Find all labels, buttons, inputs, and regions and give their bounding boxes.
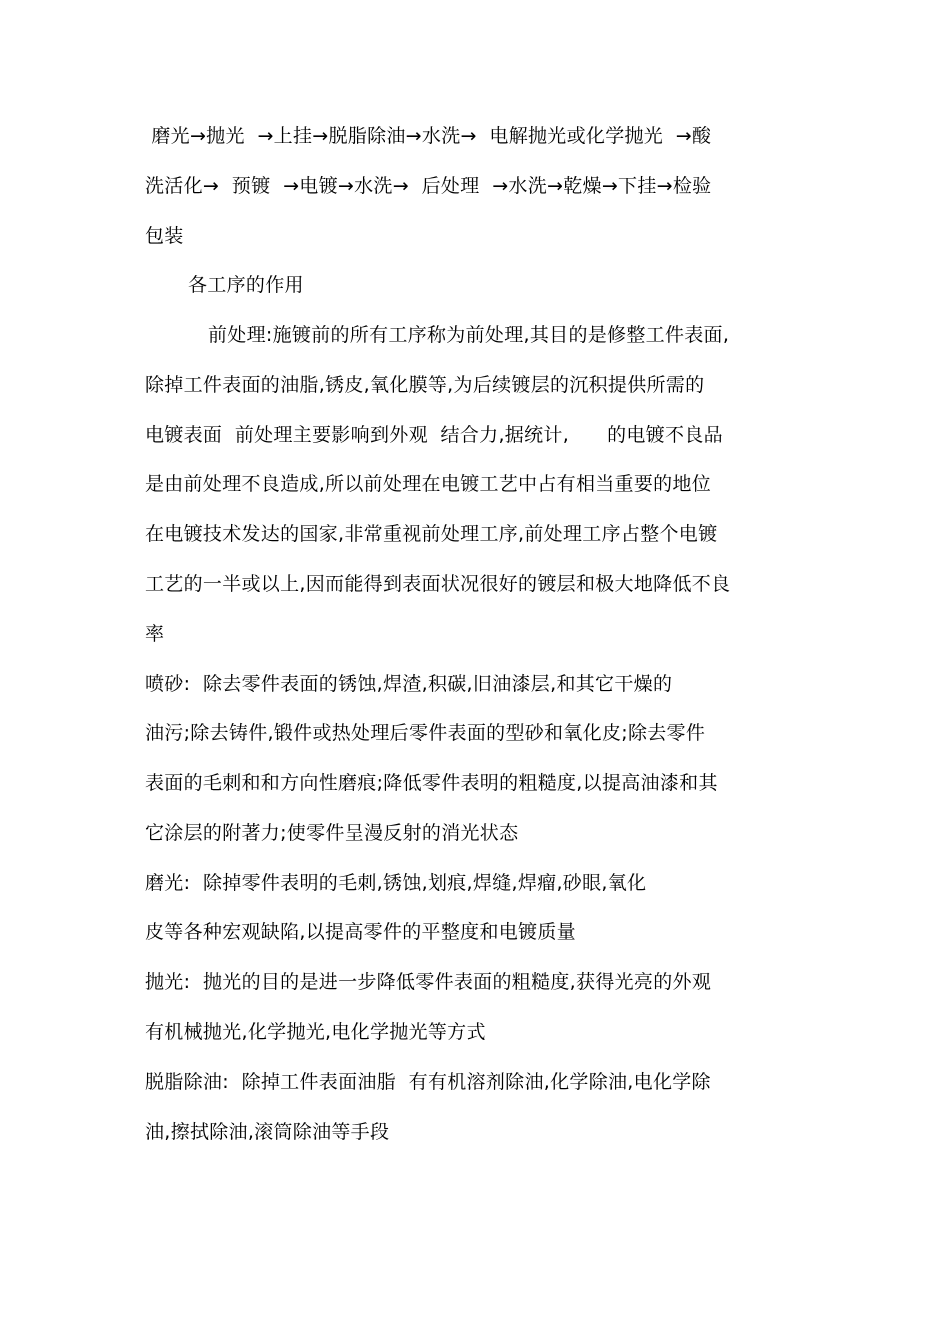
- pretreatment-line-3: 电镀表面 前处理主要影响到外观 结合力,据统计, 的电镀不良品: [145, 424, 723, 446]
- grinding-line-2: 皮等各种宏观缺陷,以提高零件的平整度和电镀质量: [145, 921, 576, 943]
- process-flow-line-1: 磨光→抛光 →上挂→脱脂除油→水洗→ 电解抛光或化学抛光 →酸: [145, 125, 712, 147]
- pretreatment-line-5: 在电镀技术发达的国家,非常重视前处理工序,前处理工序占整个电镀: [145, 523, 718, 545]
- polishing-line-1: 抛光: 抛光的目的是进一步降低零件表面的粗糙度,获得光亮的外观: [145, 971, 712, 993]
- sandblasting-line-2: 油污;除去铸件,锻件或热处理后零件表面的型砂和氧化皮;除去零件: [145, 722, 706, 744]
- process-flow-line-2: 洗活化→ 预镀 →电镀→水洗→ 后处理 →水洗→乾燥→下挂→检验: [145, 175, 712, 197]
- pretreatment-line-1: 前处理:施镀前的所有工序称为前处理,其目的是修整工件表面,: [208, 324, 730, 346]
- section-title: 各工序的作用: [188, 274, 304, 296]
- pretreatment-line-2: 除掉工件表面的油脂,锈皮,氧化膜等,为后续镀层的沉积提供所需的: [145, 374, 705, 396]
- polishing-line-2: 有机械抛光,化学抛光,电化学抛光等方式: [145, 1021, 486, 1043]
- degreasing-line-2: 油,擦拭除油,滚筒除油等手段: [145, 1121, 390, 1143]
- pretreatment-line-6: 工艺的一半或以上,因而能得到表面状况很好的镀层和极大地降低不良: [145, 573, 731, 595]
- process-flow-line-3: 包装: [145, 225, 184, 247]
- pretreatment-line-4: 是由前处理不良造成,所以前处理在电镀工艺中占有相当重要的地位: [145, 473, 712, 495]
- sandblasting-line-1: 喷砂: 除去零件表面的锈蚀,焊渣,积碳,旧油漆层,和其它干燥的: [145, 673, 673, 695]
- pretreatment-line-7: 率: [145, 623, 165, 645]
- grinding-line-1: 磨光: 除掉零件表明的毛刺,锈蚀,划痕,焊缝,焊瘤,砂眼,氧化: [145, 872, 647, 894]
- degreasing-line-1: 脱脂除油: 除掉工件表面油脂 有有机溶剂除油,化学除油,电化学除: [145, 1071, 711, 1093]
- sandblasting-line-3: 表面的毛刺和和方向性磨痕;降低零件表明的粗糙度,以提高油漆和其: [145, 772, 718, 794]
- sandblasting-line-4: 它涂层的附著力;使零件呈漫反射的消光状态: [145, 822, 519, 844]
